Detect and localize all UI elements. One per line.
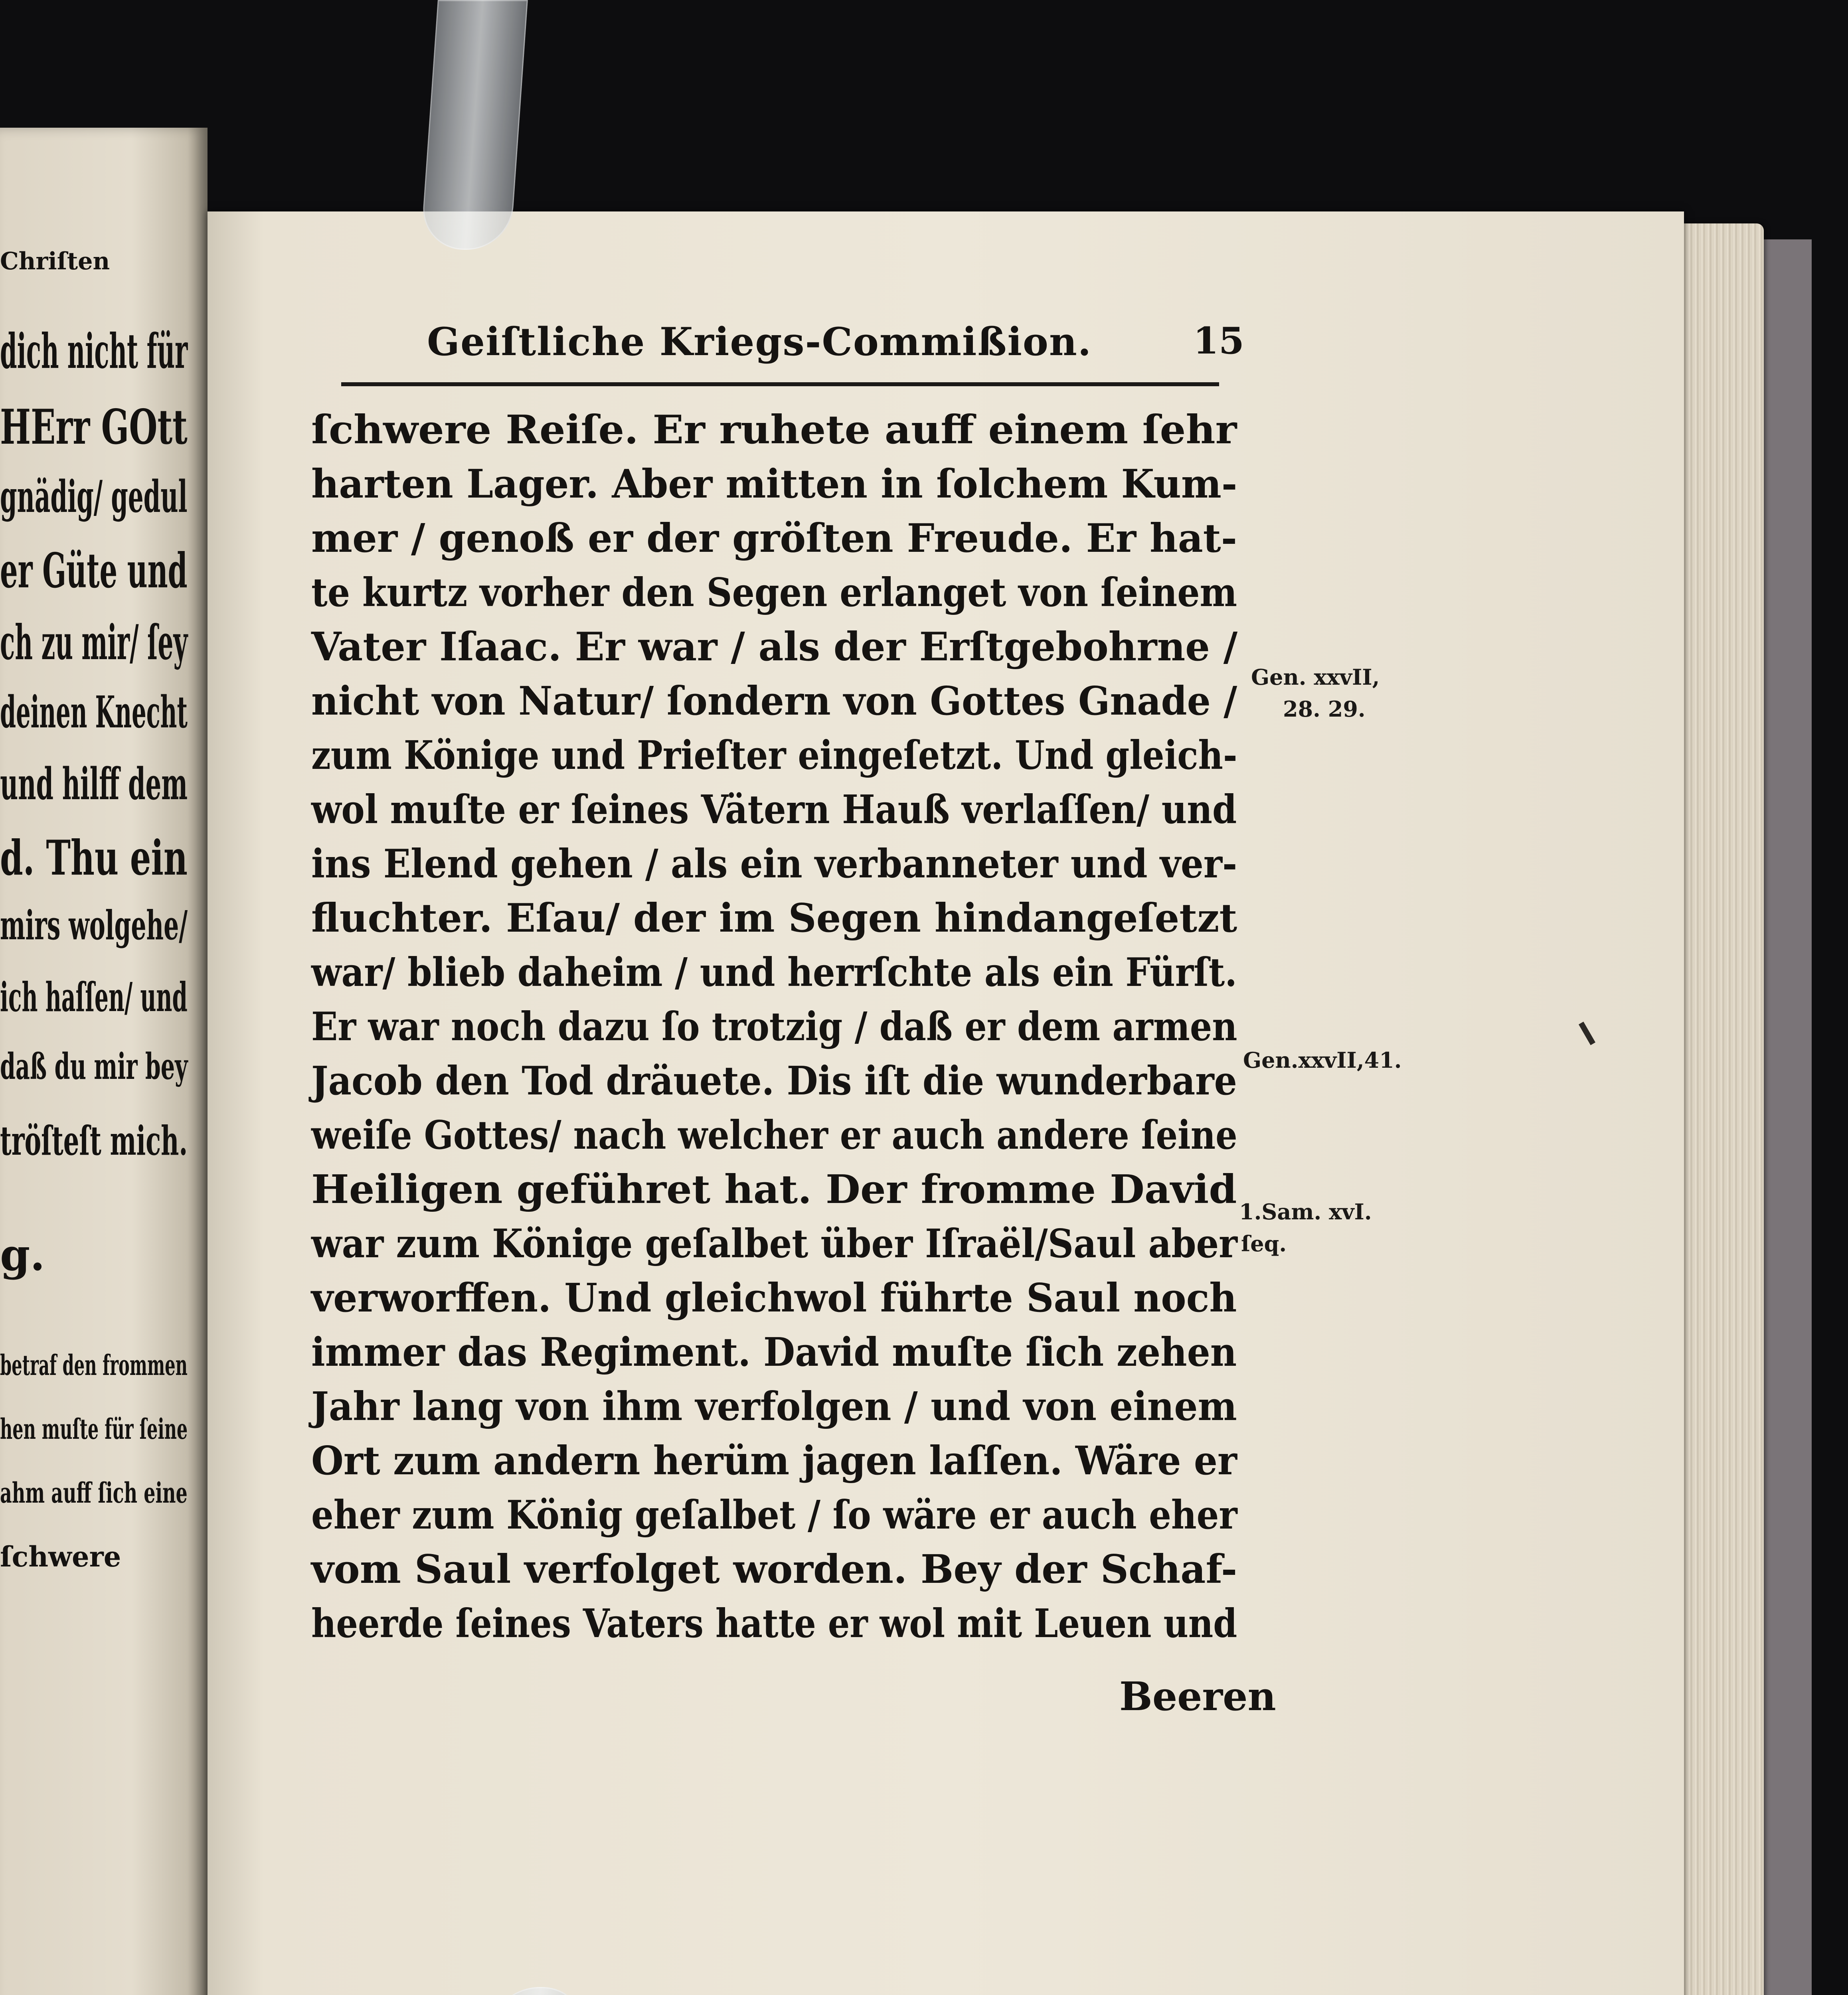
left-page-line: g. bbox=[0, 1229, 45, 1280]
body-line: Jacob den Tod dräuete. Dis iſt die wunderbare bbox=[311, 1058, 1237, 1104]
top-page-clip bbox=[420, 0, 528, 250]
body-line: fluchter. Eſau/ der im Segen hindangeſetzt bbox=[311, 895, 1237, 941]
running-head: Geiſtliche Kriegs-Commißion. bbox=[427, 319, 1092, 364]
body-line: zum Könige und Prieſter eingeſetzt. Und gleich- bbox=[311, 733, 1237, 778]
body-line: mer / genoß er der gröſten Freude. Er hat- bbox=[311, 516, 1237, 561]
left-page-line: tröſteſt mich. bbox=[0, 1117, 188, 1164]
header-rule bbox=[341, 382, 1219, 386]
left-page-text bbox=[0, 223, 192, 1939]
margin-note-seq: ſeq. bbox=[1241, 1231, 1287, 1256]
body-line: nicht von Natur/ ſondern von Gottes Gnade / bbox=[311, 678, 1237, 724]
left-page-line: Chriſten bbox=[0, 247, 110, 275]
body-line: war zum Könige geſalbet über Iſraël/Saul aber bbox=[311, 1221, 1238, 1267]
body-line: weiſe Gottes/ nach welcher er auch andere ſeine bbox=[311, 1112, 1237, 1158]
left-page-line: HErr GOtt bbox=[0, 399, 188, 455]
left-page-line: hen muſte für ſeine bbox=[0, 1412, 188, 1446]
body-line: Vater Iſaac. Er war / als der Erſtgebohrne / bbox=[311, 624, 1238, 670]
body-line: immer das Regiment. David muſte ſich zehen bbox=[311, 1329, 1237, 1375]
body-line: wol muſte er ſeines Vätern Hauß verlaſſen/ und bbox=[311, 787, 1237, 833]
left-page-line: er Güte und bbox=[0, 543, 188, 599]
left-page-line: mirs wolgehe/ bbox=[0, 902, 188, 949]
margin-note-gen-27-28: Gen. xxvII, bbox=[1251, 664, 1380, 690]
body-line: verworffen. Und gleichwol führte Saul noch bbox=[311, 1275, 1237, 1321]
margin-note-1sam-16: 1.Sam. xvI. bbox=[1239, 1199, 1372, 1225]
left-page-line: gnädig/ gedul bbox=[0, 471, 188, 522]
body-line: Ort zum andern herüm jagen laſſen. Wäre er bbox=[311, 1438, 1237, 1484]
left-page-line: d. Thu ein bbox=[0, 830, 188, 886]
body-line: eher zum König geſalbet / ſo wäre er auch eher bbox=[311, 1492, 1237, 1538]
body-line: ſchwere Reiſe. Er ruhete auff einem ſehr bbox=[311, 407, 1237, 453]
body-line: Er war noch dazu ſo trotzig / daß er dem armen bbox=[311, 1004, 1237, 1050]
body-line: harten Lager. Aber mitten in ſolchem Kum- bbox=[311, 461, 1237, 507]
left-page-line: daß du mir bey bbox=[0, 1045, 188, 1088]
left-page-line: ahm auff ſich eine bbox=[0, 1476, 188, 1509]
left-page-line: ſchwere bbox=[0, 1540, 121, 1573]
catchword: Beeren bbox=[1119, 1674, 1276, 1720]
left-page-line: dich nicht für bbox=[0, 323, 188, 379]
body-line: ins Elend gehen / als ein verbanneter und ver- bbox=[311, 841, 1237, 887]
left-page-line: deinen Knecht bbox=[0, 686, 188, 738]
body-line: Heiligen geführet hat. Der fromme David bbox=[311, 1167, 1237, 1213]
left-page-line: betraf den frommen bbox=[0, 1349, 188, 1382]
left-page-line: und hilff dem bbox=[0, 758, 188, 810]
margin-note-gen-27-41: Gen.xxvII,41. bbox=[1243, 1047, 1402, 1073]
body-line: te kurtz vorher den Segen erlanget von ſeinem bbox=[311, 570, 1237, 616]
left-page-line: ich haſſen/ und bbox=[0, 974, 188, 1021]
margin-note-gen-27-28-verses: 28. 29. bbox=[1283, 696, 1366, 722]
page-number: 15 bbox=[1193, 319, 1245, 362]
body-line: war/ blieb daheim / und herrſchte als ein Fürſt. bbox=[311, 950, 1237, 996]
body-line: heerde ſeines Vaters hatte er wol mit Leuen und bbox=[311, 1601, 1237, 1647]
left-page-line: ch zu mir/ ſey bbox=[0, 614, 188, 671]
body-line: Jahr lang von ihm verfolgen / und von einem bbox=[311, 1384, 1237, 1430]
body-line: vom Saul verfolget worden. Bey der Schaf- bbox=[311, 1547, 1237, 1592]
